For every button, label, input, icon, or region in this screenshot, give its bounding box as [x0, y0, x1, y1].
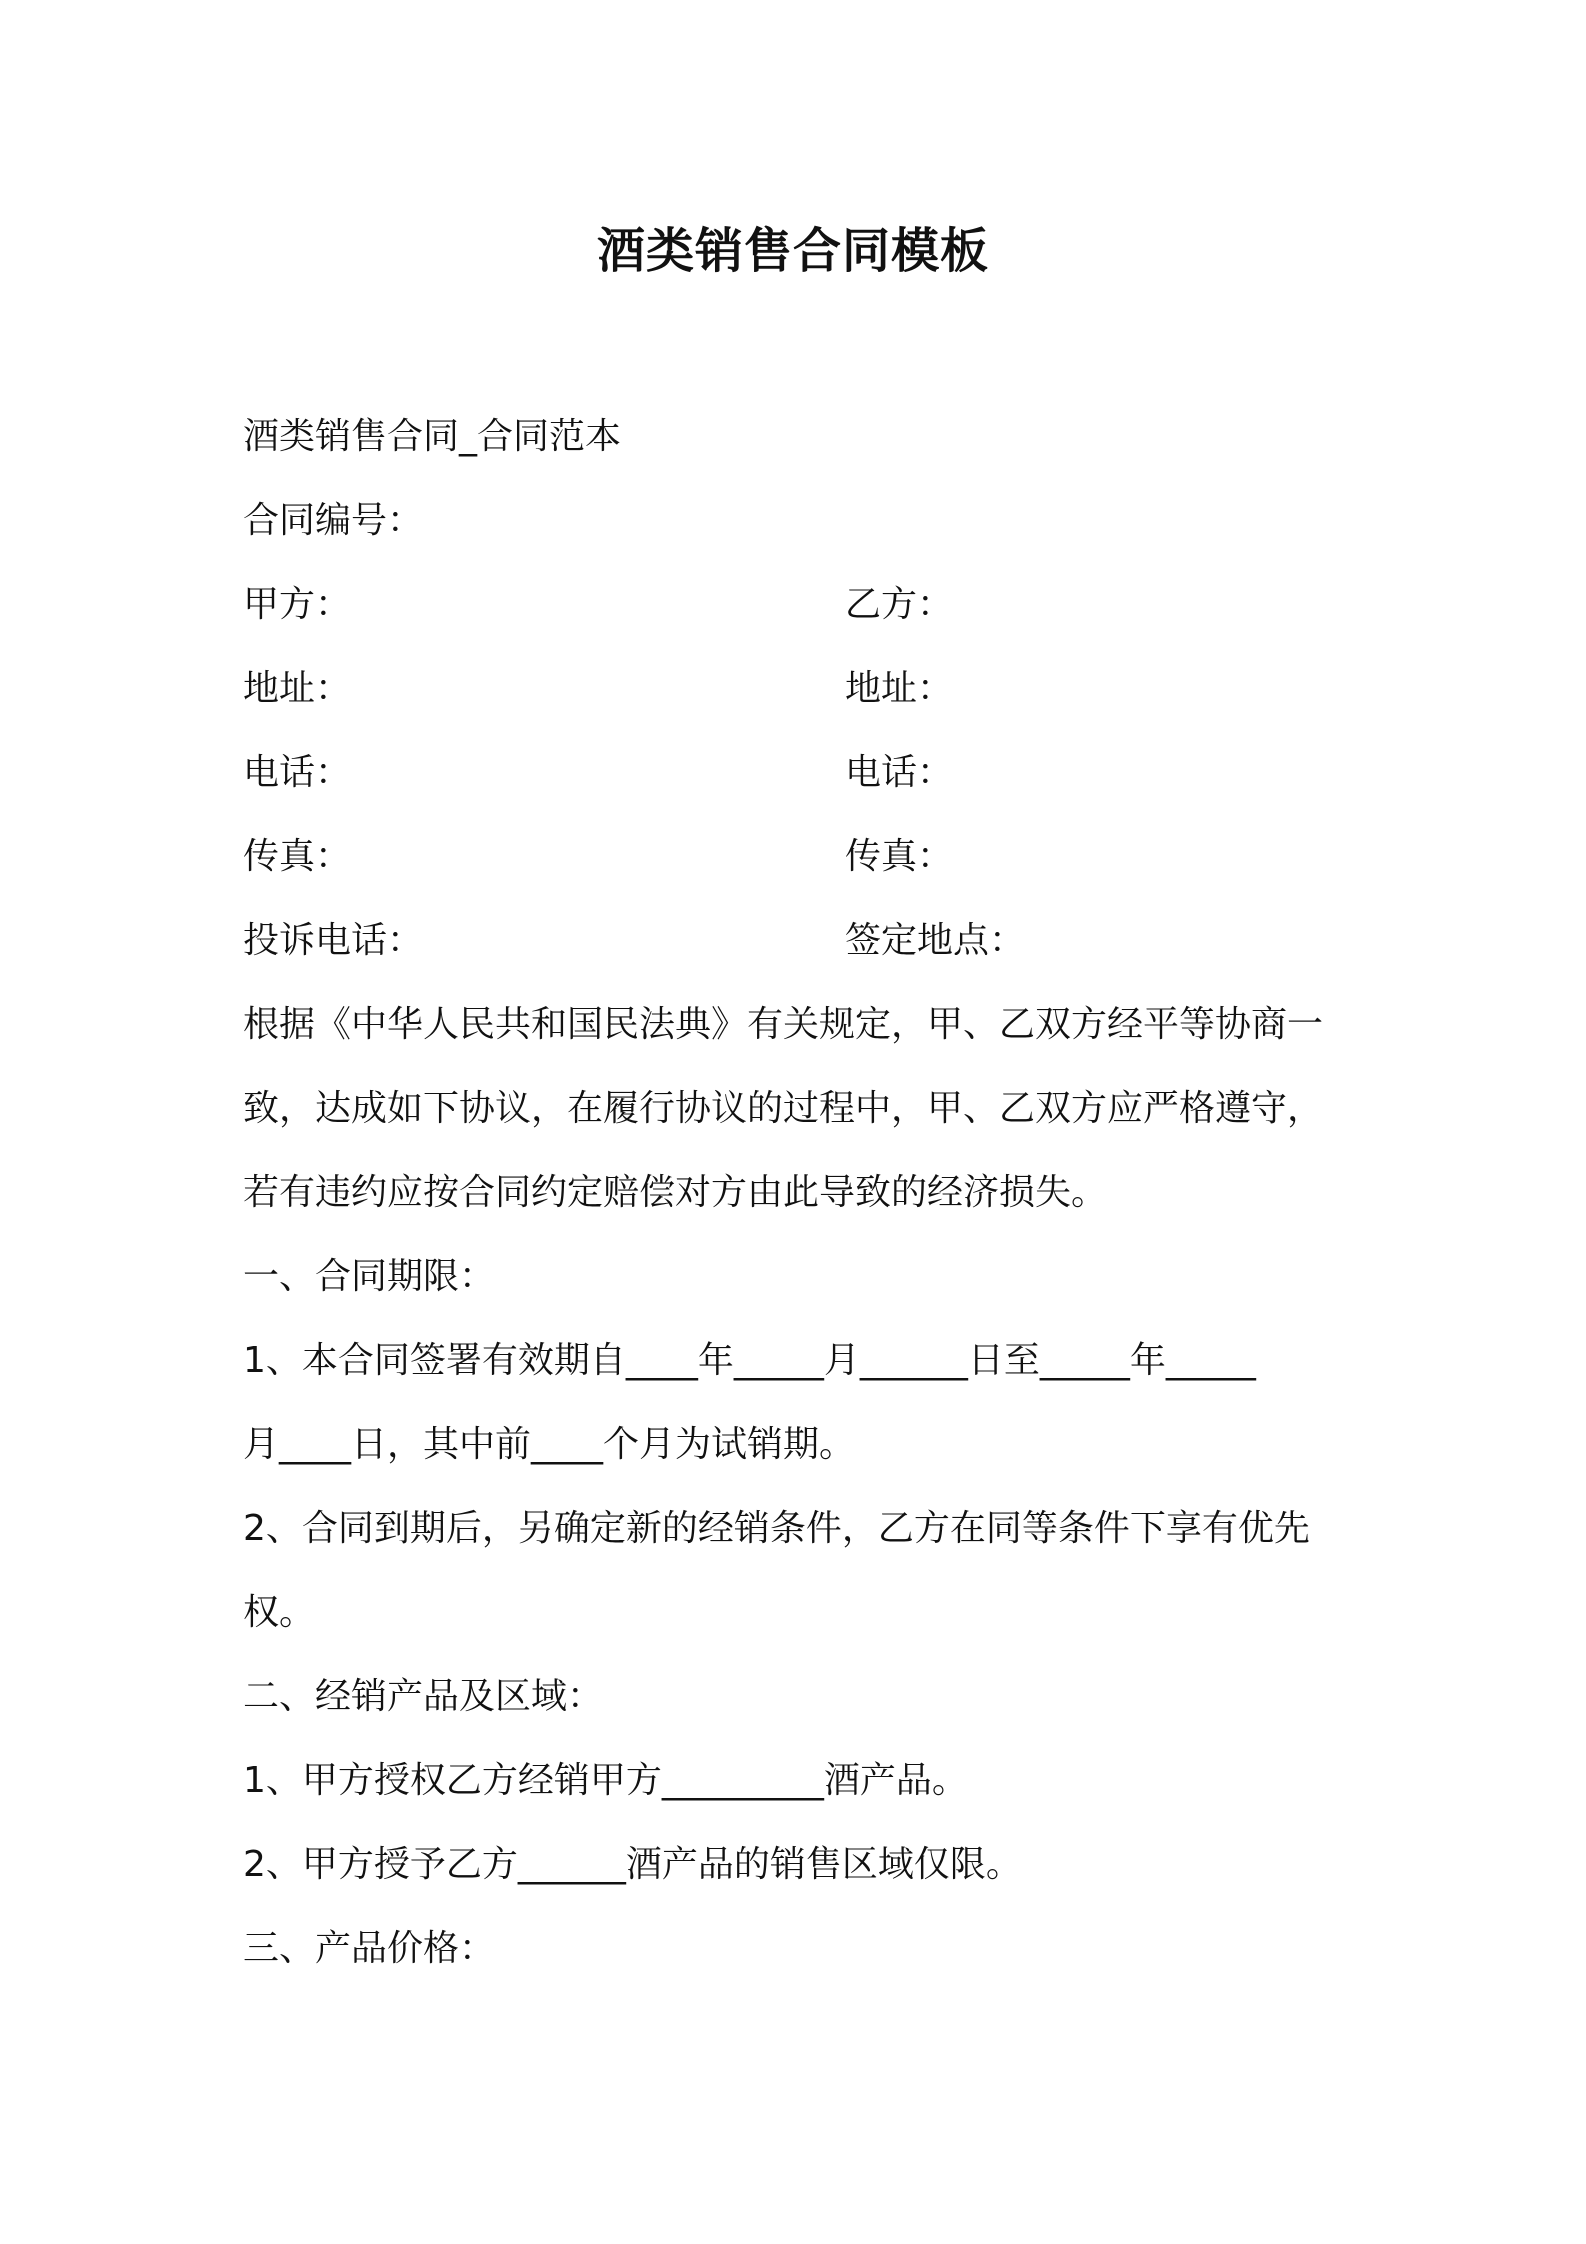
- section-heading-term: 一、合同期限：: [243, 1256, 496, 1297]
- section-heading-products: 二、经销产品及区域：: [243, 1676, 604, 1717]
- complaint-phone-label: 投诉电话：: [243, 920, 424, 961]
- intro-line: 若有违约应按合同约定赔偿对方由此导致的经济损失。: [243, 1172, 1108, 1213]
- party-b-label: 乙方：: [845, 584, 954, 625]
- party-b-address-label: 地址：: [845, 668, 954, 709]
- section-1-line: 1、本合同签署有效期自____年_____月______日至_____年_____: [243, 1340, 1256, 1381]
- section-2-line: 1、甲方授权乙方经销甲方_________酒产品。: [243, 1760, 968, 1801]
- party-a-address-label: 地址：: [243, 668, 352, 709]
- section-2-line: 2、甲方授予乙方______酒产品的销售区域仅限。: [243, 1844, 1022, 1885]
- section-1-line: 权。: [243, 1592, 316, 1633]
- intro-line: 致，达成如下协议，在履行协议的过程中，甲、乙双方应严格遵守，: [243, 1088, 1324, 1129]
- intro-line: 根据《中华人民共和国民法典》有关规定，甲、乙双方经平等协商一: [243, 1004, 1324, 1045]
- document-title: 酒类销售合同模板: [596, 223, 989, 279]
- document-subtitle: 酒类销售合同_合同范本: [243, 416, 622, 457]
- party-a-phone-label: 电话：: [243, 752, 352, 793]
- section-1-line: 月____日，其中前____个月为试销期。: [243, 1424, 856, 1465]
- party-a-label: 甲方：: [243, 584, 352, 625]
- party-a-fax-label: 传真：: [243, 836, 352, 877]
- party-b-fax-label: 传真：: [845, 836, 954, 877]
- section-heading-price: 三、产品价格：: [243, 1928, 496, 1969]
- signing-place-label: 签定地点：: [845, 920, 1026, 961]
- party-b-phone-label: 电话：: [845, 752, 954, 793]
- contract-number-label: 合同编号：: [243, 500, 424, 541]
- section-1-line: 2、合同到期后，另确定新的经销条件，乙方在同等条件下享有优先: [243, 1508, 1310, 1549]
